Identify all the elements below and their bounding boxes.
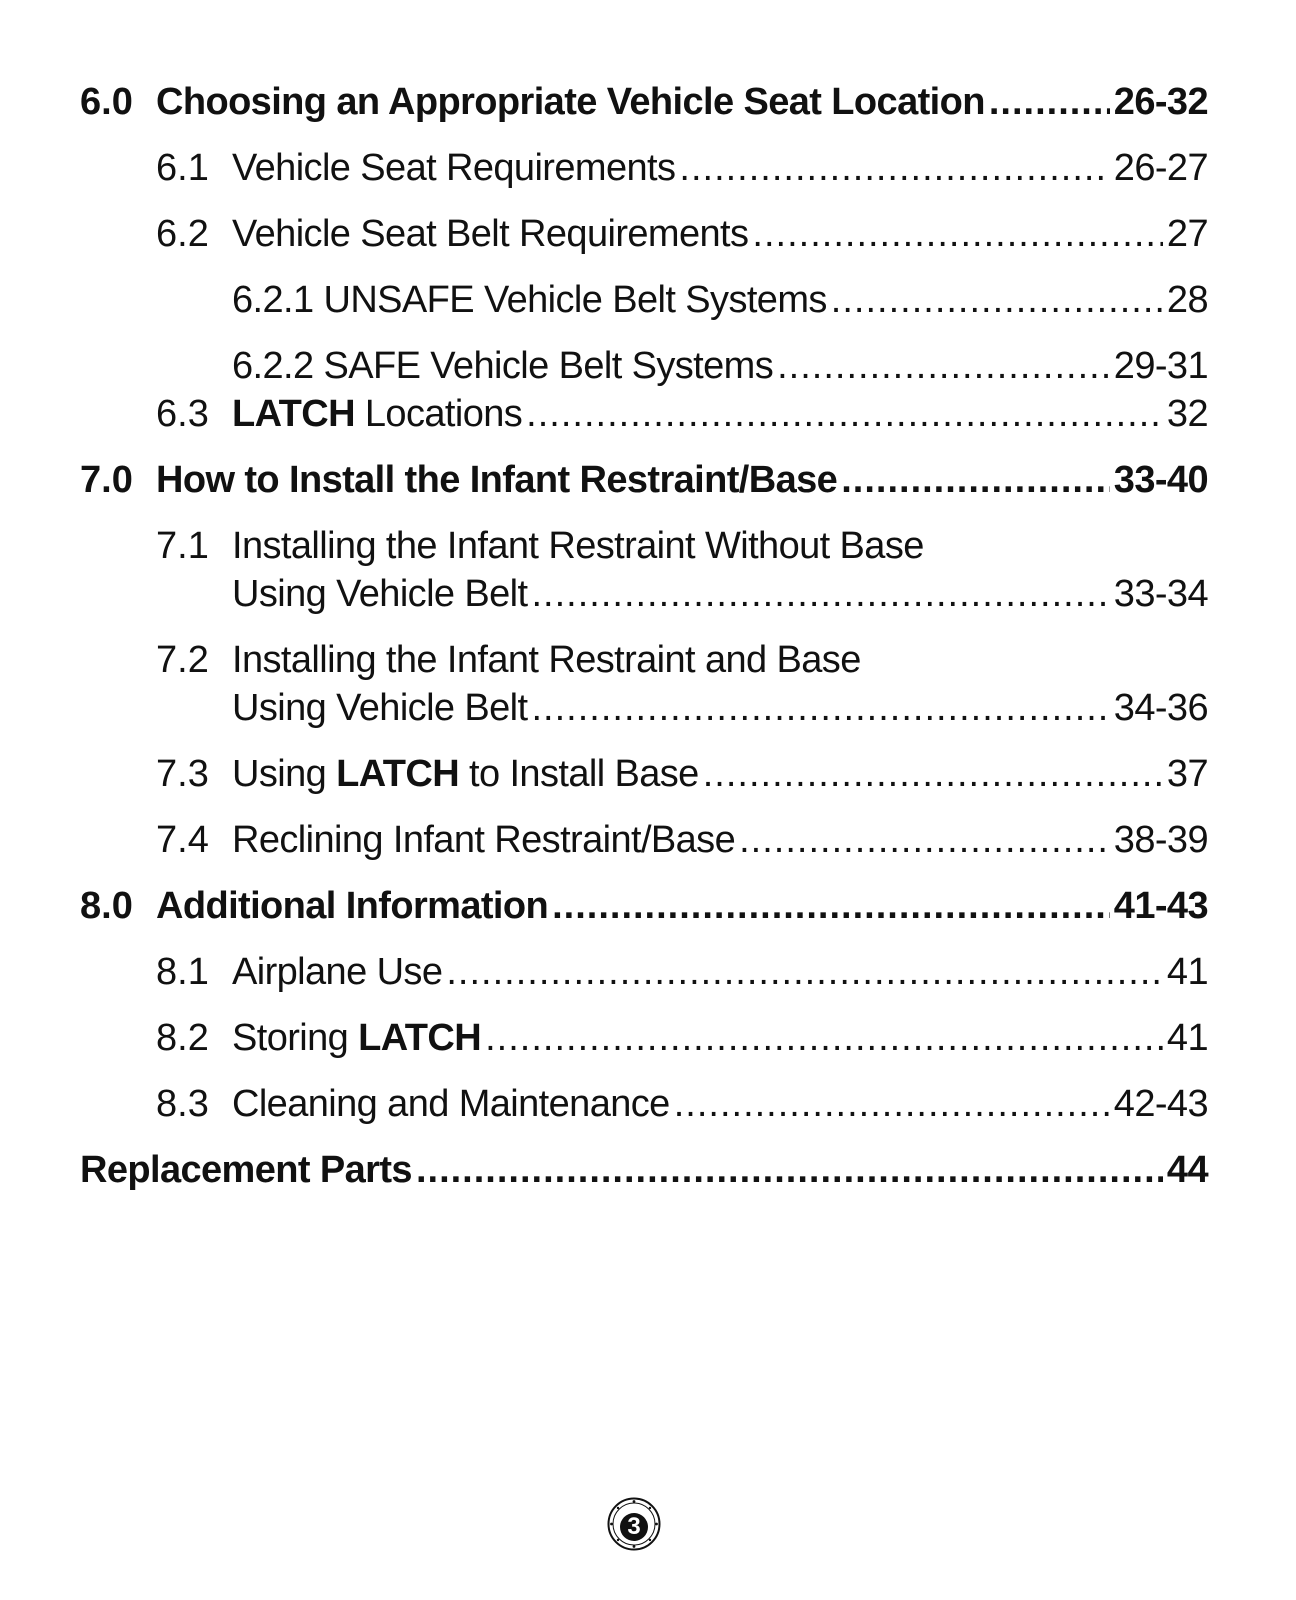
toc-title <box>232 390 522 438</box>
toc-leader-dots <box>739 816 1110 864</box>
toc-title: 6.2.1 UNSAFE Vehicle Belt Systems <box>232 279 827 321</box>
toc-number: 7.0 <box>80 459 133 501</box>
page-number: 3 <box>627 1513 641 1540</box>
toc-entry-7-4[interactable] <box>80 816 1208 864</box>
toc-title: 6.2.2 SAFE Vehicle Belt Systems <box>232 345 774 387</box>
toc-entry-6-1[interactable] <box>80 144 1208 192</box>
toc-number: 7.3 <box>156 753 209 795</box>
toc-entry-8-3[interactable] <box>80 1080 1208 1128</box>
toc-page: 34-36 <box>1113 687 1208 729</box>
toc-title: Additional Information <box>156 885 549 927</box>
toc-page: 29-31 <box>1113 345 1208 387</box>
toc-entry-8-0[interactable] <box>80 882 1208 930</box>
toc-entry-6-3[interactable] <box>80 390 1208 438</box>
toc-leader-dots <box>526 390 1163 438</box>
toc-title-bold: LATCH <box>232 393 355 435</box>
toc-title: Airplane Use <box>232 951 443 993</box>
toc-page: 41-43 <box>1113 885 1208 927</box>
toc-entry-6-2-2[interactable] <box>80 342 1208 390</box>
toc-leader-dots <box>531 684 1109 732</box>
toc-leader-dots <box>831 276 1163 324</box>
toc-page: 32 <box>1166 393 1208 435</box>
toc-title-line2: Using Vehicle Belt <box>232 573 528 615</box>
toc-number: 6.3 <box>156 393 209 435</box>
toc-title-line1: Installing the Infant Restraint Without Base <box>232 525 924 567</box>
toc-title-pre: Storing <box>232 1017 359 1059</box>
toc-entry-8-1[interactable] <box>80 948 1208 996</box>
toc-title: Cleaning and Maintenance <box>232 1083 670 1125</box>
toc-leader-dots <box>674 1080 1110 1128</box>
toc-number: 8.0 <box>80 885 133 927</box>
toc-entry-6-2-1[interactable] <box>80 276 1208 324</box>
toc-title-rest: Locations <box>354 393 523 435</box>
toc-title <box>232 1014 481 1062</box>
toc-entry-7-0[interactable] <box>80 456 1208 504</box>
toc-page: 26-32 <box>1113 81 1208 123</box>
toc-leader-dots <box>531 570 1109 618</box>
page-number-badge <box>607 1497 661 1551</box>
toc-entry-6-0[interactable] <box>80 78 1208 126</box>
toc-leader-dots <box>485 1014 1163 1062</box>
toc-leader-dots <box>416 1146 1163 1194</box>
toc-leader-dots <box>703 750 1163 798</box>
toc-leader-dots <box>679 144 1109 192</box>
toc-title: Reclining Infant Restraint/Base <box>232 819 736 861</box>
toc-leader-dots <box>989 78 1110 126</box>
toc-entry-7-3[interactable] <box>80 750 1208 798</box>
toc-page: 37 <box>1166 753 1208 795</box>
toc-page: 42-43 <box>1113 1083 1208 1125</box>
toc-leader-dots <box>552 882 1110 930</box>
toc-page: 26-27 <box>1113 147 1208 189</box>
toc-number: 7.1 <box>156 525 209 567</box>
toc-title: How to Install the Infant Restraint/Base <box>156 459 838 501</box>
toc-title <box>232 750 699 798</box>
toc-title-line1: Installing the Infant Restraint and Base <box>232 639 861 681</box>
toc-entry-replacement-parts[interactable] <box>80 1146 1208 1194</box>
toc-leader-dots <box>777 342 1110 390</box>
toc-page: 33-40 <box>1113 459 1208 501</box>
toc-page: 41 <box>1166 951 1208 993</box>
toc-page: 44 <box>1166 1149 1208 1191</box>
toc-entry-7-2[interactable] <box>80 636 1208 732</box>
toc-page: 28 <box>1166 279 1208 321</box>
toc-leader-dots <box>841 456 1110 504</box>
toc-page: 41 <box>1166 1017 1208 1059</box>
toc-page: 27 <box>1166 213 1208 255</box>
toc-number: 8.2 <box>156 1017 209 1059</box>
toc-title: Choosing an Appropriate Vehicle Seat Location <box>156 81 985 123</box>
toc-title: Vehicle Seat Requirements <box>232 147 676 189</box>
toc-title: Replacement Parts <box>80 1149 412 1191</box>
toc-number: 6.0 <box>80 81 133 123</box>
toc-number: 6.1 <box>156 147 209 189</box>
toc-entry-7-1[interactable] <box>80 522 1208 618</box>
toc-title-pre: Using <box>232 753 337 795</box>
toc-leader-dots <box>752 210 1163 258</box>
toc-entry-8-2[interactable] <box>80 1014 1208 1062</box>
toc-number: 8.3 <box>156 1083 209 1125</box>
toc-title-bold: LATCH <box>336 753 460 795</box>
toc-number: 8.1 <box>156 951 209 993</box>
toc-page: 38-39 <box>1113 819 1208 861</box>
toc-number: 7.4 <box>156 819 209 861</box>
toc-title-rest: to Install Base <box>459 753 699 795</box>
toc-entry-6-2[interactable] <box>80 210 1208 258</box>
toc-page: 33-34 <box>1113 573 1208 615</box>
toc-title: Vehicle Seat Belt Requirements <box>232 213 749 255</box>
toc-number: 7.2 <box>156 639 209 681</box>
toc-title-bold: LATCH <box>358 1017 482 1059</box>
toc-number: 6.2 <box>156 213 209 255</box>
table-of-contents <box>80 78 1208 1194</box>
toc-leader-dots <box>446 948 1163 996</box>
toc-title-line2: Using Vehicle Belt <box>232 687 528 729</box>
